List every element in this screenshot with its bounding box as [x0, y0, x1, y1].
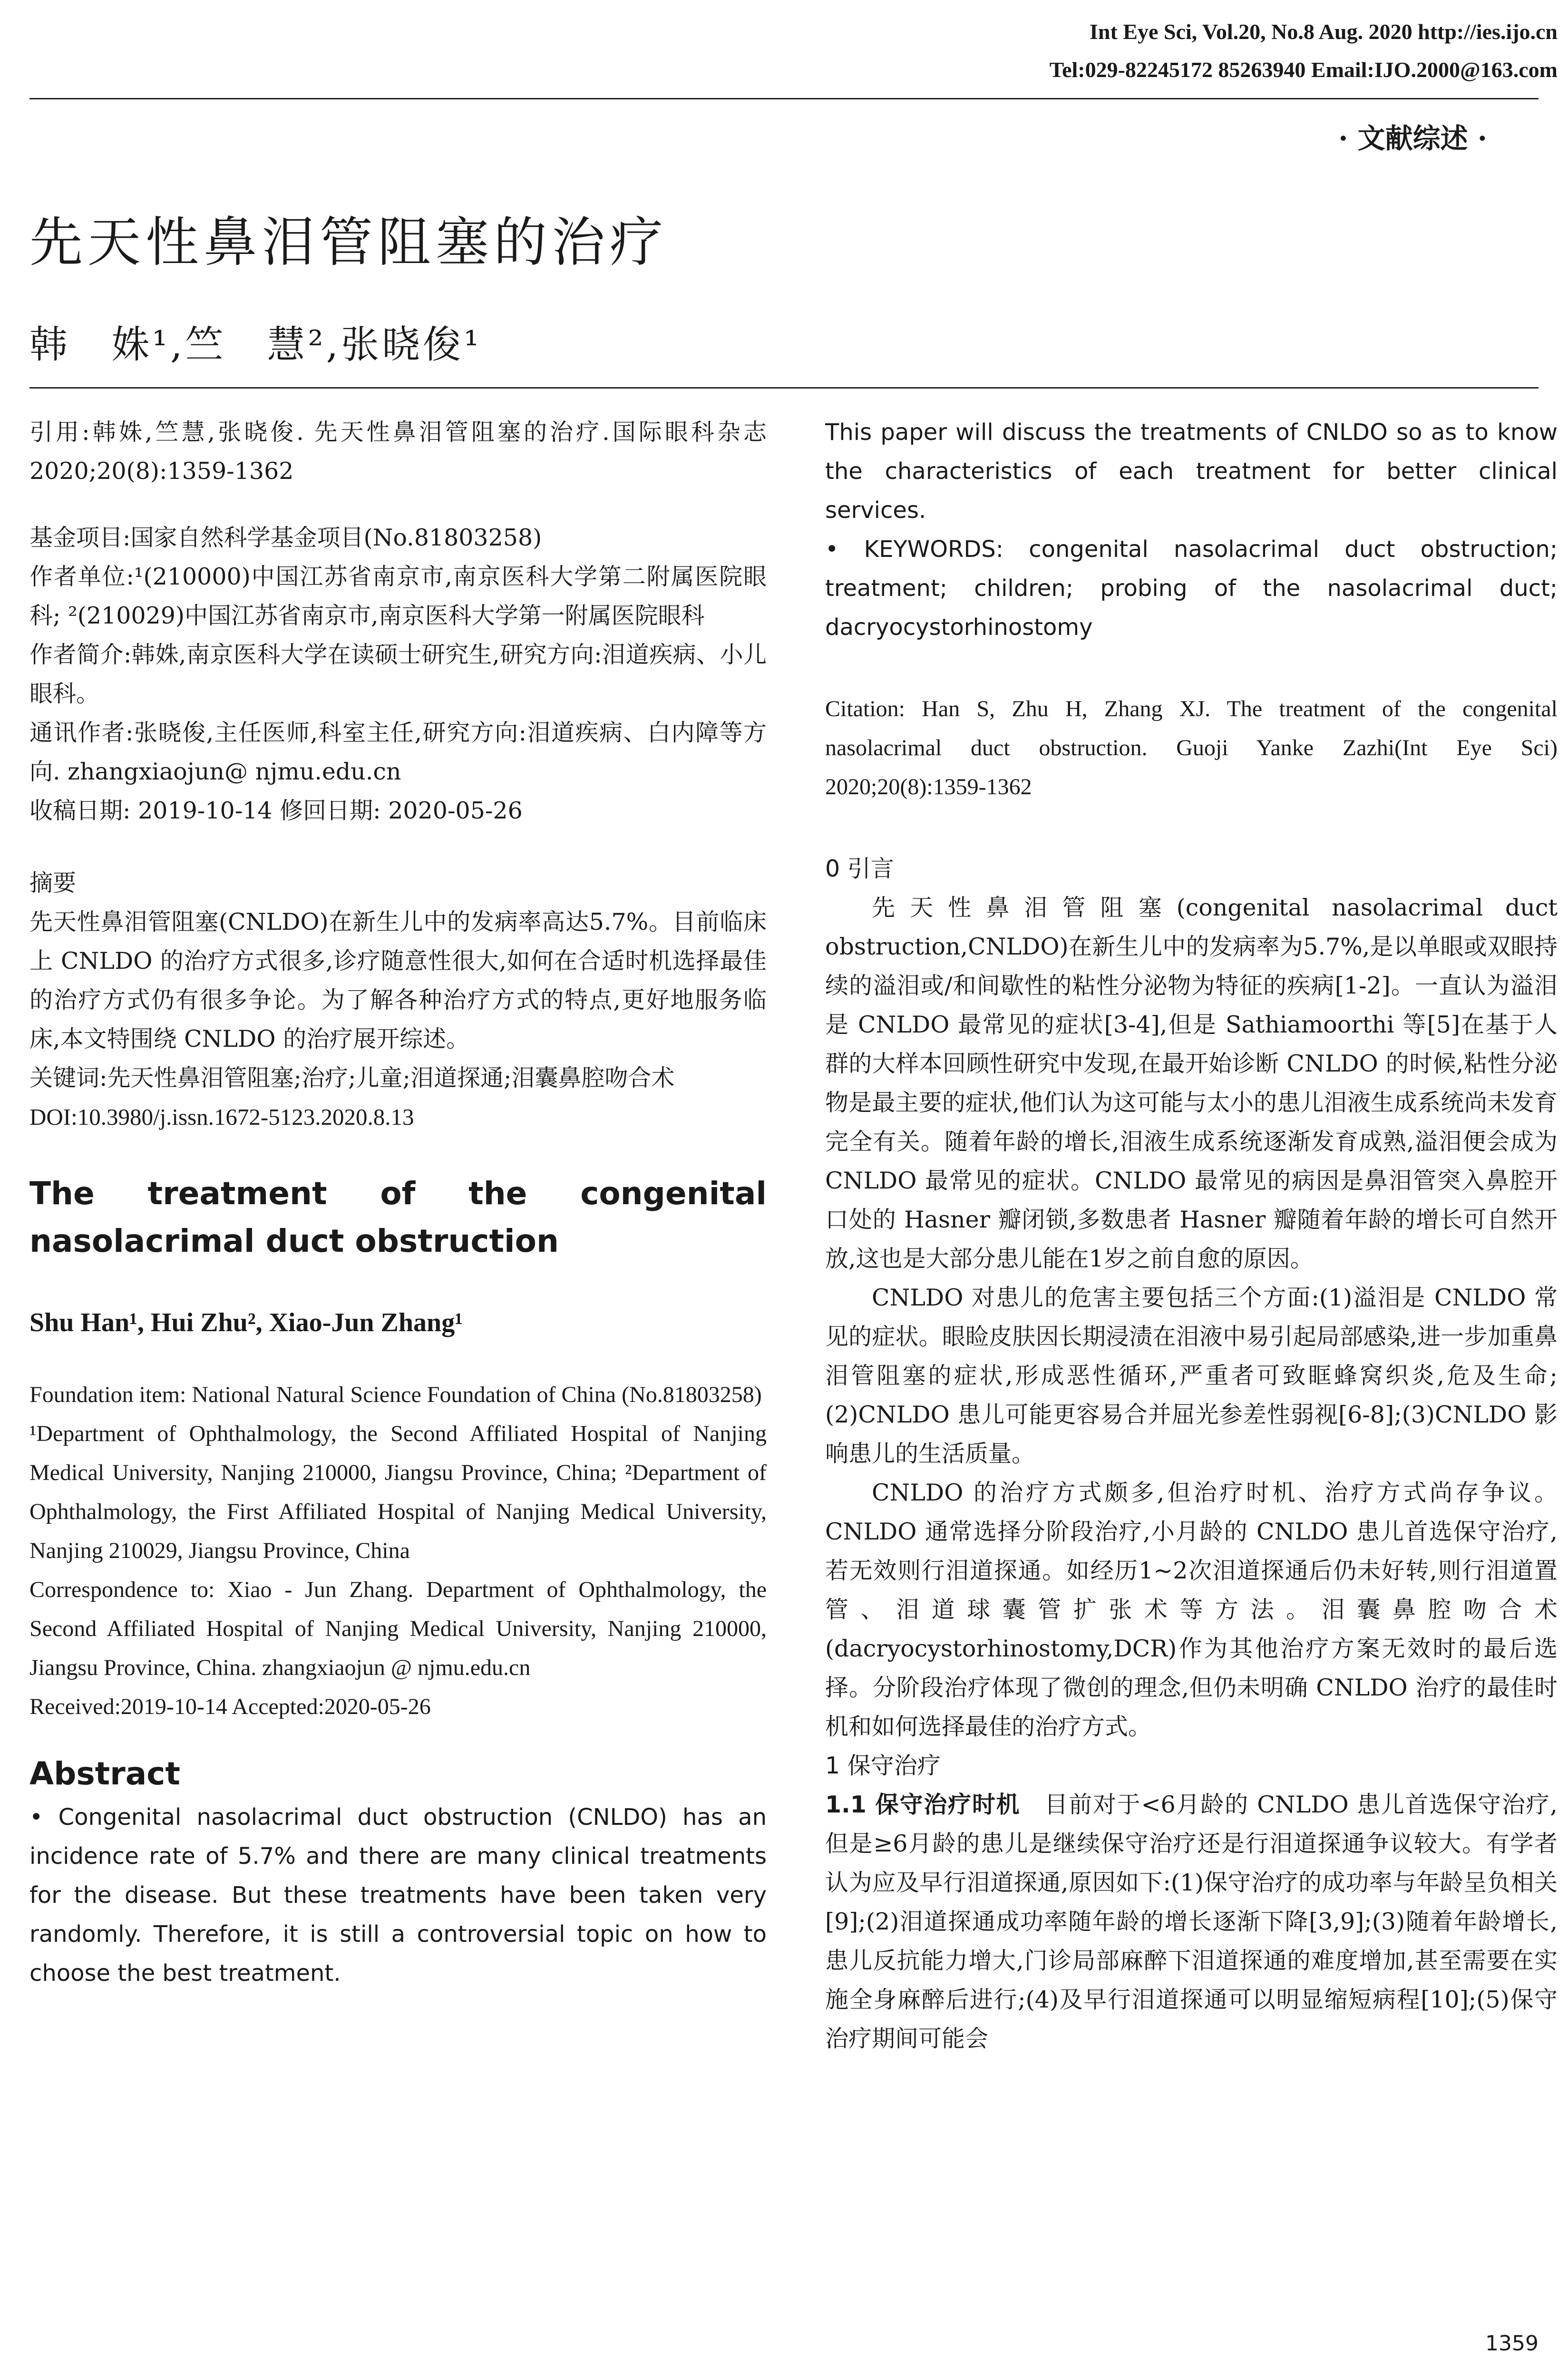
abstract-en-cont: This paper will discuss the treatments of CNLDO so as to know the characteristics of each treatment for better clinical services.	[825, 419, 1558, 524]
article-category: · 文献综述 ·	[1338, 122, 1487, 155]
dates-en: Received:2019-10-14 Accepted:2020-05-26	[29, 1694, 431, 1719]
section-1-heading: 1 保守治疗	[825, 1752, 941, 1779]
section-0-heading: 0 引言	[825, 855, 894, 882]
foundation-en: Foundation item: National Natural Science Foundation of China (No.81803258)	[29, 1382, 762, 1407]
citation-cn: 引用:韩姝,竺慧,张晓俊. 先天性鼻泪管阻塞的治疗.国际眼科杂志 2020;20(8):1359-1362	[29, 419, 767, 485]
dates-cn: 收稿日期: 2019-10-14 修回日期: 2020-05-26	[29, 797, 523, 824]
page-number: 1359	[1485, 2331, 1539, 2356]
right-column	[825, 413, 1558, 2058]
citation-en: Citation: Han S, Zhu H, Zhang XJ. The treatment of the congenital nasolacrimal duct obstruction. Guoji Yanke Zazhi(Int Eye Sci) 2020;20(8):1359-1362	[825, 696, 1558, 799]
journal-header-contact: Tel:029-82245172 85263940 Email:IJO.2000@163.com	[1049, 58, 1558, 82]
left-column	[29, 413, 767, 1993]
unit-cn: 作者单位:¹(210000)中国江苏省南京市,南京医科大学第二附属医院眼科; ²(210029)中国江苏省南京市,南京医科大学第一附属医院眼科	[29, 563, 767, 629]
keywords-cn: 关键词:先天性鼻泪管阻塞;治疗;儿童;泪道探通;泪囊鼻腔吻合术	[29, 1064, 675, 1091]
bio-cn: 作者简介:韩姝,南京医科大学在读硕士研究生,研究方向:泪道疾病、小儿眼科。	[29, 641, 767, 707]
title-en: The treatment of the congenital nasolacrimal duct obstruction	[29, 1175, 767, 1259]
header-rule	[29, 98, 1539, 99]
doi: DOI:10.3980/j.issn.1672-5123.2020.8.13	[29, 1104, 414, 1130]
paragraph-4: 目前对于<6月龄的 CNLDO 患儿首选保守治疗,但是≥6月龄的患儿是继续保守治疗还是行泪道探通争议较大。有学者认为应及早行泪道探通,原因如下:(1)保守治疗的成功率与年龄呈负相关[9];(2)泪道探通成功率随年龄的增长逐渐下降[3,9];(3)随着年龄增长,患儿反抗能力增大,门诊局部麻醉下泪道探通的难度增加,甚至需要在实施全身麻醉后进行;(4)及早行泪道探通可以明显缩短病程[10];(5)保守治疗期间可能会	[825, 1791, 1558, 2052]
corr-en: Correspondence to: Xiao - Jun Zhang. Department of Ophthalmology, the Second Affiliated Hospital of Nanjing Medical University, Nanjing 210000, Jiangsu Province, China. zhangxiaojun @ njmu.edu.cn	[29, 1577, 767, 1680]
page-title: 先天性鼻泪管阻塞的治疗	[29, 212, 668, 273]
abstract-heading-cn: 摘要	[29, 869, 77, 896]
paragraph-2: CNLDO 对患儿的危害主要包括三个方面:(1)溢泪是 CNLDO 常见的症状。眼睑皮肤因长期浸渍在泪液中易引起局部感染,进一步加重鼻泪管阻塞的症状,形成恶性循环,严重者可致眶蜂窝织炎,危及生命;(2)CNLDO 患儿可能更容易合并屈光参差性弱视[6-8];(3)CNLDO 影响患儿的生活质量。	[825, 1284, 1558, 1467]
title-rule	[29, 387, 1539, 389]
corr-cn: 通讯作者:张晓俊,主任医师,科室主任,研究方向:泪道疾病、白内障等方向. zhangxiaojun@ njmu.edu.cn	[29, 719, 767, 785]
paragraph-4-block	[825, 1785, 1558, 2058]
fund-cn: 基金项目:国家自然科学基金项目(No.81803258)	[29, 524, 542, 551]
keywords-en: • KEYWORDS: congenital nasolacrimal duct obstruction; treatment; children; probing of the nasolacrimal duct; dacryocystorhinostomy	[825, 536, 1558, 641]
abstract-en: • Congenital nasolacrimal duct obstruction (CNLDO) has an incidence rate of 5.7% and there are many clinical treatments for the disease. But these treatments have been taken very randomly. Therefore, it is still a controversial topic on how to choose the best treatment.	[29, 1804, 767, 1987]
authors-cn: 韩 姝¹,竺 慧²,张晓俊¹	[29, 322, 482, 367]
authors-en: Shu Han¹, Hui Zhu², Xiao-Jun Zhang¹	[29, 1308, 463, 1337]
journal-header-info: Int Eye Sci, Vol.20, No.8 Aug. 2020 http://ies.ijo.cn	[1090, 19, 1558, 44]
section-1-1-heading: 1.1 保守治疗时机	[825, 1791, 1021, 1818]
abstract-cn: 先天性鼻泪管阻塞(CNLDO)在新生儿中的发病率高达5.7%。目前临床上 CNLDO 的治疗方式很多,诊疗随意性很大,如何在合适时机选择最佳的治疗方式仍有很多争论。为了解各种治疗方式的特点,更好地服务临床,本文特围绕 CNLDO 的治疗展开综述。	[29, 908, 767, 1052]
paragraph-1: 先天性鼻泪管阻塞(congenital nasolacrimal duct obstruction,CNLDO)在新生儿中的发病率为5.7%,是以单眼或双眼持续的溢泪或/和间歇性的粘性分泌物为特征的疾病[1-2]。一直认为溢泪是 CNLDO 最常见的症状[3-4],但是 Sathiamoorthi 等[5]在基于人群的大样本回顾性研究中发现,在最开始诊断 CNLDO 的时候,粘性分泌物是最主要的症状,他们认为这可能与太小的患儿泪液生成系统尚未发育完全有关。随着年龄的增长,泪液生成系统逐渐发育成熟,溢泪便会成为 CNLDO 最常见的症状。CNLDO 最常见的病因是鼻泪管突入鼻腔开口处的 Hasner 瓣闭锁,多数患者 Hasner 瓣随着年龄的增长可自然开放,这也是大部分患儿能在1岁之前自愈的原因。	[825, 894, 1558, 1272]
paragraph-3: CNLDO 的治疗方式颇多,但治疗时机、治疗方式尚存争议。CNLDO 通常选择分阶段治疗,小月龄的 CNLDO 患儿首选保守治疗,若无效则行泪道探通。如经历1~2次泪道探通后仍未好转,则行泪道置管、泪道球囊管扩张术等方法。泪囊鼻腔吻合术(dacryocystorhinostomy,DCR)作为其他治疗方案无效时的最后选择。分阶段治疗体现了微创的理念,但仍未明确 CNLDO 治疗的最佳时机和如何选择最佳的治疗方式。	[825, 1479, 1558, 1740]
abstract-heading-en: Abstract	[29, 1755, 180, 1792]
affil-en: ¹Department of Ophthalmology, the Second Affiliated Hospital of Nanjing Medical University, Nanjing 210000, Jiangsu Province, China; ²Department of Ophthalmology, the First Affiliated Hospital of Nanjing Medical University, Nanjing 210029, Jiangsu Province, China	[29, 1421, 767, 1563]
